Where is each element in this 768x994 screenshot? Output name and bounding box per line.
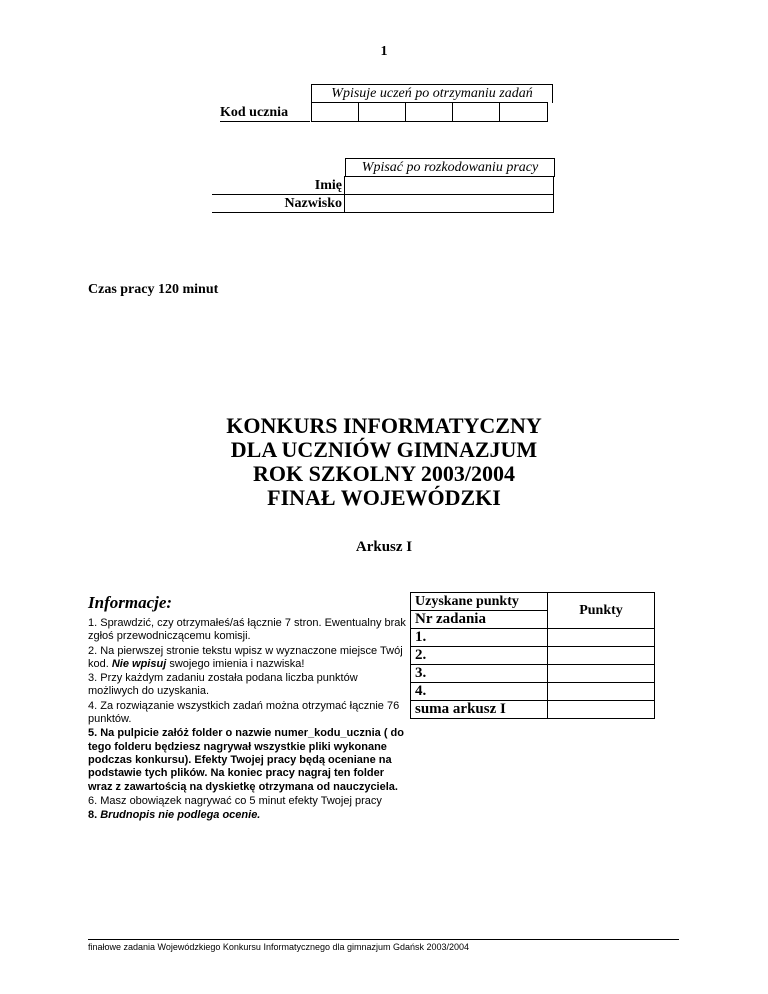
student-code-field[interactable] [311,102,548,122]
sum-points-cell[interactable] [548,701,655,719]
info-item-1: 1. Sprawdzić, czy otrzymałeś/aś łącznie 7 stron. Ewentualny brak zgłoś przewodniczącemu komisji. [88,617,406,643]
title-line: DLA UCZNIÓW GIMNAZJUM [230,437,538,462]
time-limit: Czas pracy 120 minut [88,282,219,297]
last-name-label: Nazwisko [212,195,345,213]
footer-text: finałowe zadania Wojewódzkiego Konkursu Informatycznego dla gimnazjum Gdańsk 2003/2004 [88,942,470,952]
first-name-field[interactable] [345,177,554,195]
points-cell[interactable] [548,665,655,683]
sum-row-label: suma arkusz I [411,701,548,719]
page-number: 1 [380,44,388,59]
info-item-3: 3. Przy każdym zadaniu została podana liczba punktów możliwych do uzyskania. [88,672,358,698]
info-item-8: 8. Brudnopis nie podlega ocenie. [88,809,261,822]
name-table [212,176,554,213]
code-cell[interactable] [406,103,453,121]
last-name-field[interactable] [345,195,554,213]
code-cell[interactable] [312,103,359,121]
info-item-6: 6. Masz obowiązek nagrywać co 5 minut efekty Twojej pracy [88,794,382,807]
title-line: ROK SZKOLNY 2003/2004 [253,461,515,486]
info-item-5: 5. Na pulpicie załóż folder o nazwie numer_kodu_ucznia ( do tego folderu będziesz nagrywał wszystkie pliki wykonane podczas konkursu). Efekty Twojej pracy będą oceniane na podstawie tych plików. Na koniec pracy nagraj ten folder wraz z zawartością na dyskietkę otrzymana od nauczyciela. [88,727,404,793]
sheet-label: Arkusz I [355,539,413,555]
score-header-top: Uzyskane punkty [411,593,548,611]
code-box-caption: Wpisuje uczeń po otrzymaniu zadań [311,84,553,103]
points-cell[interactable] [548,683,655,701]
student-code-label: Kod ucznia [220,104,310,122]
code-cell[interactable] [359,103,406,121]
points-cell[interactable] [548,647,655,665]
name-box-caption: Wpisać po rozkodowaniu pracy [345,158,555,177]
info-heading: Informacje: [88,593,173,612]
first-name-label: Imię [212,177,345,195]
task-row-label: 4. [411,683,548,701]
info-item-2: 2. Na pierwszej stronie tekstu wpisz w wyznaczone miejsce Twój kod. Nie wpisuj swojego imienia i nazwiska! [88,644,403,670]
points-cell[interactable] [548,629,655,647]
task-row-label: 1. [411,629,548,647]
footer-divider [88,939,679,940]
code-cell[interactable] [500,103,547,121]
document-title [0,414,768,510]
points-column-header: Punkty [548,593,655,629]
score-table [410,592,655,719]
code-cell[interactable] [453,103,500,121]
task-row-label: 2. [411,647,548,665]
info-list [88,617,410,823]
task-row-label: 3. [411,665,548,683]
title-line: FINAŁ WOJEWÓDZKI [267,485,501,510]
info-item-4: 4. Za rozwiązanie wszystkich zadań można otrzymać łącznie 76 punktów. [88,699,400,726]
task-column-header: Nr zadania [411,611,548,629]
title-line: KONKURS INFORMATYCZNY [226,413,542,438]
